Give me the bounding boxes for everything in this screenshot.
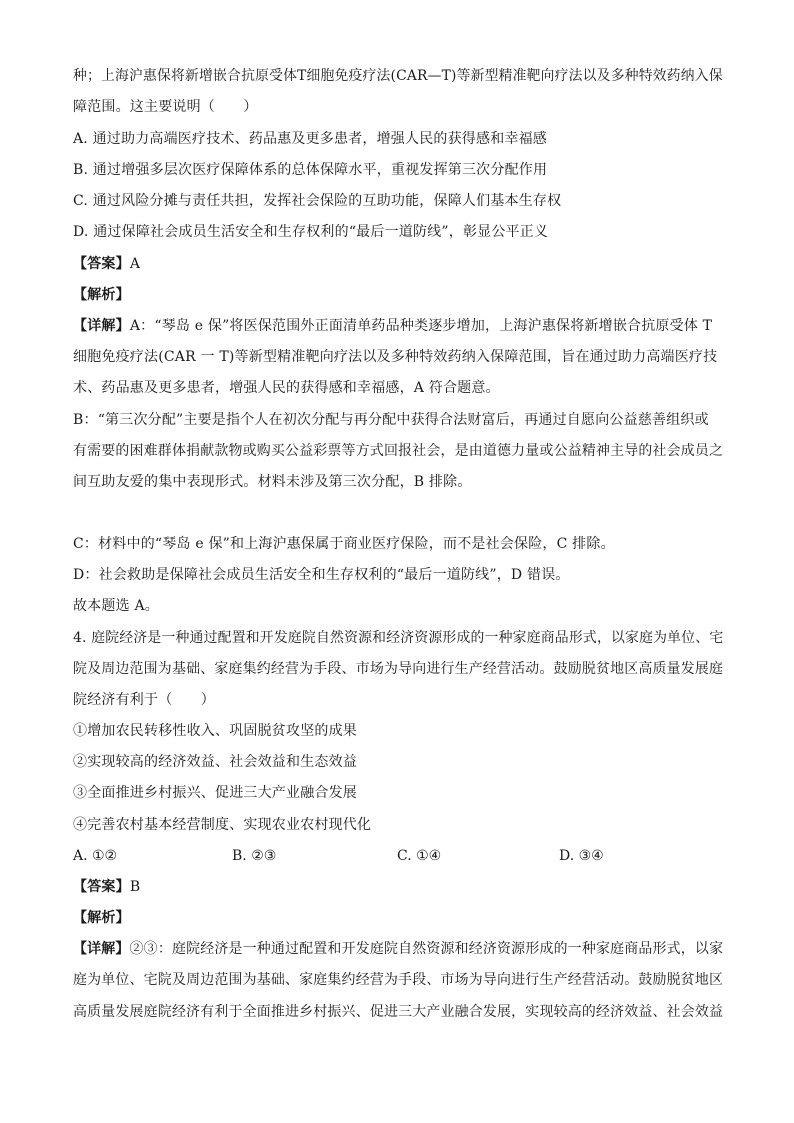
detail-label: 【详解】 [73, 318, 130, 334]
answer-label: 【答案】 [73, 256, 130, 272]
q4-detail-line-2: 庭为单位、宅院及周边范围为基础、家庭集约经营为手段、市场为导向进行生产经营活动。鼓励脱贫地区 [73, 972, 724, 988]
q3-detail-b-line-1: B：“第三次分配”主要是指个人在初次分配与再分配中获得合法财富后，再通过自愿向公益慈善组织或 [73, 412, 709, 428]
detail-text: ②③：庭院经济是一种通过配置和开发庭院自然资源和经济资源形成的一种家庭商品形式，以家 [129, 941, 724, 957]
q3-detail-c: C：材料中的“琴岛 e 保”和上海沪惠保属于商业医疗保险，而不是社会保险，C 排除。 [73, 536, 615, 552]
q4-item-4: ④完善农村基本经营制度、实现农业农村现代化 [73, 817, 372, 833]
q4-option-b: B. ②③ [232, 848, 277, 864]
q4-answer [73, 877, 723, 897]
q4-detail-line-1 [73, 939, 724, 959]
q4-option-a: A. ①② [73, 848, 118, 864]
detail-label: 【详解】 [73, 941, 130, 957]
detail-text: A：“琴岛 e 保”将医保范围外正面清单药品种类逐步增加，上海沪惠保将新增嵌合抗原受体 T [129, 318, 713, 334]
q4-stem-line-3: 院经济有利于（ ） [73, 692, 215, 708]
answer-value: B [129, 879, 141, 895]
q3-detail-a-line-1 [73, 316, 723, 336]
q3-detail-a-line-3: 术、药品惠及更多患者，增强人民的获得感和幸福感，A 符合题意。 [73, 380, 500, 396]
q3-option-b: B. 通过增强多层次医疗保障体系的总体保障水平，重视发挥第三次分配作用 [73, 162, 548, 178]
q3-option-a: A. 通过助力高端医疗技术、药品惠及更多患者，增强人民的获得感和幸福感 [73, 131, 548, 147]
q3-answer [73, 254, 723, 274]
answer-value: A [129, 256, 141, 272]
q3-analysis-label: 【解析】 [73, 287, 130, 303]
q4-item-1: ①增加农民转移性收入、巩固脱贫攻坚的成果 [73, 723, 357, 739]
q4-item-3: ③全面推进乡村振兴、促进三大产业融合发展 [73, 785, 357, 801]
q3-detail-a-line-2: 细胞免疫疗法(CAR 一 T)等新型精准靶向疗法以及多种特效药纳入保障范围，旨在通过助力高端医疗技 [73, 349, 718, 365]
q3-option-d: D. 通过保障社会成员生活安全和生存权利的“最后一道防线”，彰显公平正义 [73, 224, 549, 240]
q4-option-d: D. ③④ [559, 848, 604, 864]
q3-detail-b-line-3: 间互助友爱的集中表现形式。材料未涉及第三次分配，B 排除。 [73, 474, 472, 490]
q4-stem-line-2: 院及周边范围为基础、家庭集约经营为手段、市场为导向进行生产经营活动。鼓励脱贫地区高质量发展庭 [73, 661, 724, 677]
q4-item-2: ②实现较高的经济效益、社会效益和生态效益 [73, 754, 357, 770]
q3-detail-b-line-2: 有需要的困难群体捐献款物或购买公益彩票等方式回报社会，是由道德力量或公益精神主导的社会成员之 [73, 443, 724, 459]
q4-detail-line-3: 高质量发展庭院经济有利于全面推进乡村振兴、促进三大产业融合发展，实现较高的经济效益、社会效益 [73, 1004, 724, 1020]
q4-stem-line-1: 4. 庭院经济是一种通过配置和开发庭院自然资源和经济资源形成的一种家庭商品形式，以家庭为单位、宅 [73, 630, 724, 646]
q3-detail-d: D：社会救助是保障社会成员生活安全和生存权利的“最后一道防线”，D 错误。 [73, 567, 570, 583]
q3-conclusion: 故本题选 A。 [73, 598, 159, 614]
q3-stem-line-2: 障范围。这主要说明（ ） [73, 99, 258, 115]
q3-option-c: C. 通过风险分摊与责任共担，发挥社会保险的互助功能，保障人们基本生存权 [73, 193, 562, 209]
q3-stem-line-1: 种；上海沪惠保将新增嵌合抗原受体T细胞免疫疗法(CAR—T)等新型精准靶向疗法以及多种特效药纳入保 [73, 68, 723, 84]
q4-analysis-label: 【解析】 [73, 910, 130, 926]
q4-option-c: C. ①④ [397, 848, 442, 864]
answer-label: 【答案】 [73, 879, 130, 895]
